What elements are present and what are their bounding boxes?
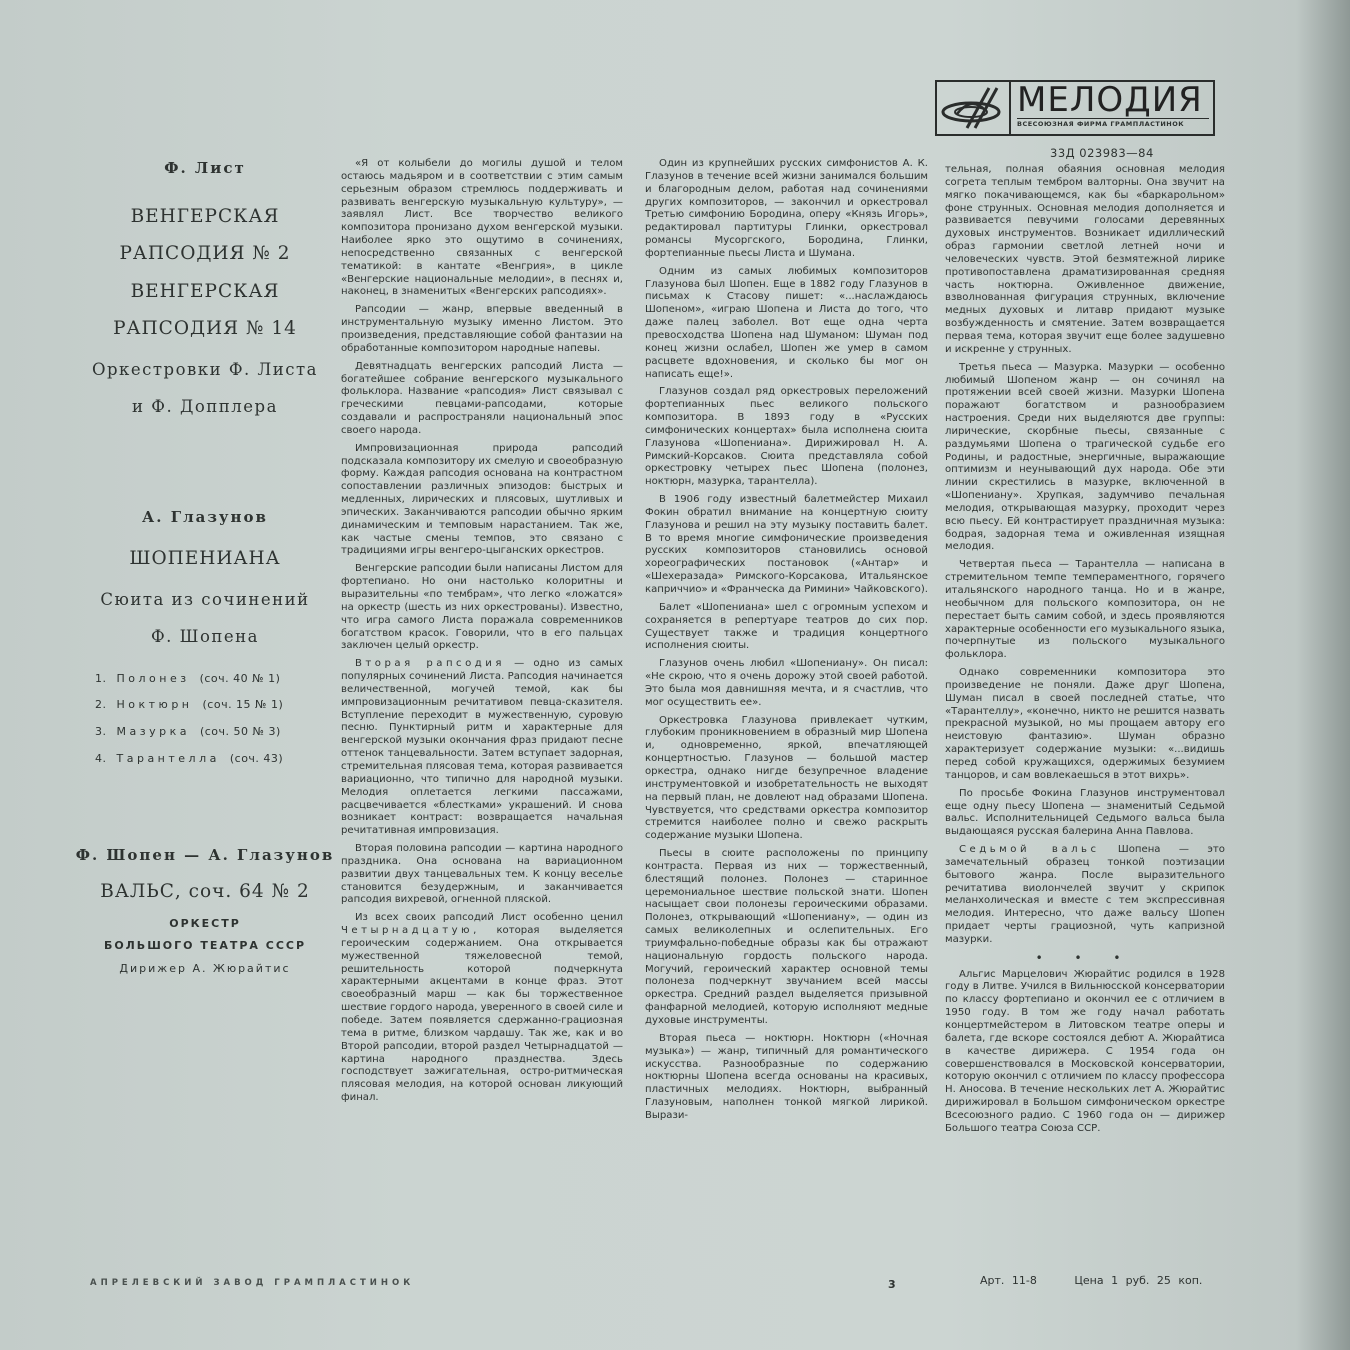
factory-name: АПРЕЛЕВСКИЙ ЗАВОД ГРАМПЛАСТИНОК <box>90 1278 415 1288</box>
spaced-emphasis: Вторая рапсодия <box>355 658 505 670</box>
paragraph <box>645 658 928 709</box>
track-name: Ноктюрн <box>116 698 193 711</box>
paragraph-text: тельная, полная обаяния основная мелодия согрета теплым тембром валторны. Она звучит на мягко покачивающемся, как бы «баркарольном» фоне струнных. Основная мелодия дополняется и развивается певучими голосами деревянных духовых инструментов. Возникает идиллический образ гармонии светлой летней ночи и человеческих чувств. Этой безмятежной лирике противопоставлена драматизированная средняя часть ноктюрна. Оживленное движение, взволнованная фигурация струнных, включение медных духовых и литавр придают музыке возбужденность и смятение. Затем возвращается первая тема, которая звучит еще более задушевно и искренне у струнных. <box>945 164 1225 355</box>
paragraph <box>645 602 928 653</box>
paragraph-text: Импровизационная природа рапсодий подсказала композитору их смелую и своеобразную форму. Каждая рапсодия основана на контрастном сопоставлении различных эпизодов: быстрых и медленных, лирических и плясовых, шутливых и эпических. Заканчиваются рапсодии обычно ярким динамическим и темповым нарастанием. Так же, как частые смены темпов, это связано с традициями игры венгеро-цыганских оркестров. <box>341 442 623 557</box>
paragraph-text: Четвертая пьеса — Тарантелла — написана в стремительном темпе темпераментного, горячего итальянского народного танца. Но и в жанре, необычном для польского композитора, он не перестает быть самим собой, и здесь проявляются характерные особенности его музыкального языка, почерпнутые из польского музыкального фольклора. <box>945 559 1225 661</box>
composer-glazunov: А. Глазунов <box>142 508 268 526</box>
spaced-emphasis: Седьмой вальс <box>959 844 1100 856</box>
paragraph <box>645 715 928 843</box>
paragraph <box>945 559 1225 662</box>
article-number: Арт. 11-8 <box>980 1274 1037 1287</box>
work-title: ВЕНГЕРСКАЯ <box>130 206 280 227</box>
paragraph <box>341 912 623 1105</box>
melodiya-emblem-icon <box>937 82 1011 134</box>
track-item <box>95 752 293 765</box>
paragraph <box>341 563 623 653</box>
paragraph <box>341 158 623 299</box>
composer-liszt: Ф. Лист <box>164 159 246 177</box>
paragraph-text: Девятнадцать венгерских рапсодий Листа — богатейшее собрание венгерского музыкального фольклора. Название «рапсодия» Лист связывал с греческими певцами-рапсодами, которые создавали и распространяли национальный эпос своего народа. <box>341 360 623 436</box>
paragraph <box>945 969 1225 1136</box>
track-item <box>95 698 293 711</box>
paragraph <box>645 494 928 597</box>
paragraph-text: Балет «Шопениана» шел с огромным успехом и сохраняется в репертуаре театров до сих пор. Существует также и традиция концертного исполнения сюиты. <box>645 601 928 652</box>
paragraph-text: — одно из самых популярных сочинений Листа. Рапсодия начинается величественной, могучей темой, как бы импровизационным речитативом певца-сказителя. Вступление переходит в мужественную, суровую песню. Пунктирный ритм и характерные для венгерской музыки окончания фраз придают песне оттенок танцевальности. Затем вступает задорная, стремительная плясовая тема, которая развивается вариационно, что типично для народной музыки. Мелодия оплетается легкими пассажами, расцвечивается «блестками» украшений. И снова возникает контраст: возвращается начальная речитативная импровизация. <box>341 658 623 837</box>
paragraph-text: Из всех своих рапсодий Лист особенно ценил <box>355 912 623 924</box>
track-item <box>95 672 290 685</box>
liner-notes-column-1 <box>341 158 623 1110</box>
paragraph-text: Один из крупнейших русских симфонистов А. К. Глазунов в течение всей жизни занимался большим и благородным делом, работая над сочинениями других композиторов, — закончил и оркестровал Третью симфонию Бородина, оперу «Князь Игорь», редактировал партитуры Глинки, оркестровал романсы Мусоргского, Бородина, Глинки, фортепианные пьесы Листа и Шумана. <box>645 158 928 259</box>
work-title: ВАЛЬС, соч. 64 № 2 <box>100 881 310 902</box>
suite-subtitle: Ф. Шопена <box>150 627 260 646</box>
paragraph-text: Рапсодии — жанр, впервые введенный в инструментальную музыку именно Листом. Это произведения, представляющие собой фантазии на обработанные композитором народные напевы. <box>341 304 623 354</box>
track-opus: (соч. 15 № 1) <box>202 698 284 711</box>
paragraph-text: Венгерские рапсодии были написаны Листом для фортепиано. Но они настолько колоритны и выразительны «по тембрам», что легко «ложатся» на оркестр (шесть из них оркестрованы). Известно, что игра самого Листа поражала современников богатством красок. Говорили, что в его пальцах заключен целый оркестр. <box>341 563 623 652</box>
orchestra-name: БОЛЬШОГО ТЕАТРА СССР <box>103 939 307 952</box>
paragraph-text: Шопена — это замечательный образец тонкой поэтизации бытового жанра. После выразительного речитатива виолончелей звучит у скрипок меланхолическая и вместе с тем экспрессивная мелодия. Интересно, что даже вальсу Шопен придает черты грациозной, чуть капризной мазурки. <box>945 844 1225 945</box>
suite-subtitle: Сюита из сочинений <box>100 590 310 609</box>
paragraph <box>341 304 623 355</box>
track-name: Тарантелла <box>116 752 220 765</box>
paragraph-text: , которая выделяется героическим содержанием. Она открывается мужественной тяжеловесной темой, решительность которой подчеркнута характерными акцентами в конце фраз. Этот своеобразный марш — как бы торжественное шествие гордого народа, уверенного в своей силе и победе. Затем появляется сдержанно-грациозная тема в ритме, близком чардашу. Так же, как и во Второй рапсодии, второй раздел Четырнадцатой — картина народного празднества. Здесь господствует зажигательная, остро-ритмическая плясовая мелодия, на которой основан ликующий финал. <box>341 925 623 1104</box>
paragraph <box>945 667 1225 783</box>
paragraph-text: Вторая пьеса — ноктюрн. Ноктюрн («Ночная музыка») — жанр, типичный для романтического искусства. Разнообразные по содержанию ноктюрны Шопена всегда основаны на красивых, пластичных мелодиях. Ноктюрн, выбранный Глазуновым, наполнен тонкой мягкой лирикой. Вырази- <box>645 1032 928 1121</box>
orchestration-credit: Оркестровки Ф. Листа <box>91 360 319 379</box>
work-title: ШОПЕНИАНА <box>129 548 281 569</box>
track-name: Полонез <box>116 672 190 685</box>
paragraph-text: «Я от колыбели до могилы душой и телом остаюсь мадьяром и в соответствии с этим самым серьезным образом стремлюсь поддерживать и развивать венгерскую музыкальную культуру», — заявлял Лист. Все творчество великого композитора пронизано духом венгерской музыки. Наиболее ярко это ощутимо в сочинениях, непосредственно связанных с венгерской тематикой: в кантате «Венгрия», в цикле «Венгерские национальные мелодии», в песнях и, наконец, в знаменитых «Венгерских рапсодиях». <box>341 158 623 298</box>
track-opus: (соч. 50 № 3) <box>199 725 281 738</box>
melodiya-logo <box>935 80 1215 136</box>
work-title: РАПСОДИЯ № 2 <box>119 243 291 264</box>
paragraph-text: Пьесы в сюите расположены по принципу контраста. Первая из них — торжественный, блестящий полонез. Полонез — старинное церемониальное шествие польской знати. Шопен насыщает свои полонезы героическими образами. Полонез, открывающий «Шопениану», — один из самых великолепных и ослепительных. Его триумфально-победные образы как бы отражают национальную гордость польского народа. Могучий, героический характер основной темы полонеза подчеркнут звучанием всей массы оркестра. Средний раздел выделяется призывной фанфарной мелодией, которую исполняют медные духовые инструменты. <box>645 848 928 1026</box>
paragraph-text: Оркестровка Глазунова привлекает чутким, глубоким проникновением в образный мир Шопена и, одновременно, яркой, впечатляющей концертностью. Глазунов — большой мастер оркестра, однако нигде безупречное владение инструментовкой и изобретательность не выходят на первый план, не довлеют над образами Шопена. Чувствуется, что средствами оркестра композитор стремится наиболее полно и свежо раскрыть содержание музыки Шопена. <box>645 714 928 842</box>
paragraph-text: Вторая половина рапсодии — картина народного праздника. Она основана на вариационном развитии двух танцевальных тем. К концу веселье становится безудержным, и заканчивается рапсодия вихревой, огненной пляской. <box>341 843 623 906</box>
logo-subtitle: ВСЕСОЮЗНАЯ ФИРМА ГРАМПЛАСТИНОК <box>1017 118 1209 128</box>
track-number: 3. <box>95 725 107 738</box>
track-opus: (соч. 40 № 1) <box>199 672 281 685</box>
section-separator: • • • <box>1035 950 1135 965</box>
paragraph <box>645 1033 928 1123</box>
logo-wordmark: МЕЛОДИЯ <box>1017 80 1203 120</box>
track-name: Мазурка <box>116 725 190 738</box>
paragraph <box>945 164 1225 357</box>
paragraph <box>341 843 623 907</box>
paragraph <box>945 844 1225 947</box>
paragraph <box>645 386 928 489</box>
catalog-number: 33Д 023983—84 <box>1050 146 1154 160</box>
track-item <box>95 725 291 738</box>
paragraph <box>945 788 1225 839</box>
paragraph-text: Глазунов очень любил «Шопениану». Он писал: «Не скрою, что я очень дорожу этой своей работой. Это была моя давнишняя мечта, и я счастлив, что мог осуществить ее». <box>645 658 928 708</box>
orchestra-name: ОРКЕСТР <box>169 917 241 930</box>
paragraph-text: Глазунов создал ряд оркестровых переложений фортепианных пьес великого польского композитора. В 1893 году в «Русских симфонических концертах» была исполнена сюита Глазунова «Шопениана». Дирижировал Н. А. Римский-Корсаков. Сюита представляла собой оркестровку четырех пьес Шопена (полонез, ноктюрн, мазурка, тарантелла). <box>645 386 928 488</box>
orchestration-credit: и Ф. Допплера <box>132 397 278 416</box>
paragraph <box>645 848 928 1028</box>
work-title: РАПСОДИЯ № 14 <box>113 318 297 339</box>
track-number: 4. <box>95 752 107 765</box>
track-opus: (соч. 43) <box>229 752 284 765</box>
track-number: 1. <box>95 672 107 685</box>
work-title: ВЕНГЕРСКАЯ <box>130 281 280 302</box>
paragraph-text: Третья пьеса — Мазурка. Мазурки — особенно любимый Шопеном жанр — он сочинял на протяжении всей своей жизни. Мазурки Шопена поражают богатством и разнообразием настроения. Среди них выделяются две группы: лирические, скорбные пьесы, связанные с раздумьями Шопена о трагической судьбе его Родины, и радостные, энергичные, выражающие оптимизм и неунывающий дух народа. Обе эти линии скрестились в мазурке, включенной в «Шопениану». Хрупкая, задумчиво печальная мелодия, открывающая мазурку, проходит через всю пьесу. Ей контрастирует праздничная музыка: бодрая, задорная тема и оживленная изящная мелодия. <box>945 361 1225 553</box>
paragraph <box>341 443 623 559</box>
composer-chopin-glazunov: Ф. Шопен — А. Глазунов <box>75 846 335 864</box>
liner-notes-column-2 <box>645 158 928 1128</box>
conductor-credit: Дирижер А. Жюрайтис <box>119 962 291 975</box>
paragraph-text: Однако современники композитора это произведение не поняли. Даже друг Шопена, Шуман писал в своей последней статье, что «Тарантеллу», «конечно, никто не решится назвать прекрасной музыкой, но мы прощаем автору его неистовую фантазию». Шуман образно характеризует содержание музыки: «...видишь перед собой кружащихся, одержимых безумием танцоров, и сам вовлекаешься в этот вихрь». <box>945 667 1225 781</box>
spaced-emphasis: Четырнадцатую <box>341 925 474 937</box>
liner-notes-column-3 <box>945 164 1225 1141</box>
page-number: 3 <box>888 1278 896 1291</box>
paragraph-text: Одним из самых любимых композиторов Глазунова был Шопен. Еще в 1882 году Глазунов в письмах к Стасову пишет: «...наслаждаюсь Шопеном», «играю Шопена и Листа до того, что даже палец заболел. Вот еще одна черта превосходства Шопена над Шуманом: Шуман под конец жизни ослабел, Шопен же умер в самом расцвете вдохновения, и сколько бы мог он написать еще!». <box>645 265 928 380</box>
paragraph <box>341 658 623 838</box>
paragraph <box>645 158 928 261</box>
paragraph-text: В 1906 году известный балетмейстер Михаил Фокин обратил внимание на концертную сюиту Глазунова и решил на эту музыку поставить балет. В то время многие симфонические произведения русских композиторов становились основой хореографических постановок («Антар» и «Шехеразада» Римского-Корсакова, Итальянское каприччио» и «Франческа да Римини» Чайковского). <box>645 494 929 595</box>
track-number: 2. <box>95 698 107 711</box>
price: Цена 1 руб. 25 коп. <box>1074 1274 1203 1287</box>
price-line <box>980 1274 1202 1287</box>
paragraph <box>945 362 1225 555</box>
paragraph <box>341 361 623 438</box>
paragraph <box>645 266 928 382</box>
paragraph-text: Альгис Марцелович Жюрайтис родился в 1928 году в Литве. Учился в Вильнюсской консерватории по классу фортепиано и окончил ее с отличием в 1950 году. В том же году начал работать концертмейстером в Литовском театре оперы и балета, где вскоре состоялся дебют А. Жюрайтиса в качестве дирижера. С 1954 года он совершенствовался в Московской консерватории, которую окончил с отличием по классу профессора Н. Аносова. В течение нескольких лет А. Жюрайтис дирижировал в Большом симфоническом оркестре Всесоюзного радио. С 1960 года он — дирижер Большого театра Союза ССР. <box>945 968 1225 1134</box>
paragraph-text: По просьбе Фокина Глазунов инструментовал еще одну пьесу Шопена — знаменитый Седьмой вальс. Исполнительницей Седьмого вальса была выдающаяся русская балерина Анна Павлова. <box>945 787 1225 838</box>
